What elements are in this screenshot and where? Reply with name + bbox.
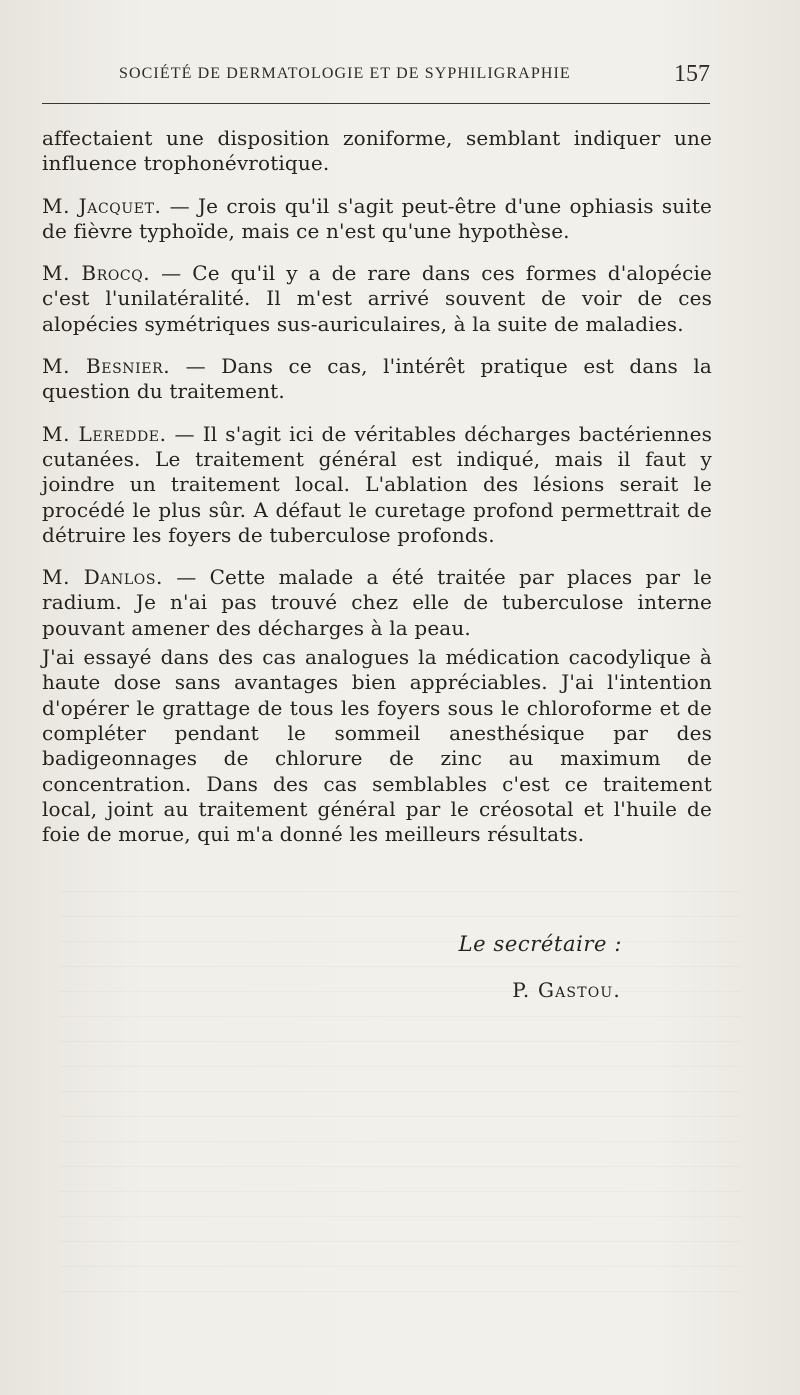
running-title: SOCIÉTÉ DE DERMATOLOGIE ET DE SYPHILIGRAPHIE [119,65,571,82]
signature-block [42,930,710,1020]
paragraph-jacquet [42,194,712,245]
page-number: 157 [674,61,710,87]
paragraph-continuation [42,126,712,177]
header-rule [42,103,710,104]
speaker-name: M. Danlos. [42,565,164,590]
speaker-name: M. Besnier. [42,354,171,379]
paragraph-danlos-continued [42,645,712,847]
signature-name: P. Gastou. [512,978,621,1002]
speaker-name: M. Jacquet. [42,193,162,218]
paragraph-text: — Dans ce cas, l'intérêt pratique est dans la question du traitement. [42,354,712,404]
body-text [42,126,713,1002]
paragraph-text: — Cette malade a été traitée par places par le radium. Je n'ai pas trouvé chez elle de tuberculose interne pouvant amener des décharges à la peau. [42,565,713,640]
paragraph-danlos [42,565,712,641]
paragraph-text: — Je crois qu'il s'agit peut-être d'une ophiasis suite de fièvre typhoïde, mais ce n'est qu'une hypothèse. [42,193,713,243]
paragraph-text: affectaient une disposition zoniforme, semblant indiquer une influence trophonévrotique. [42,126,712,176]
signature-label: Le secrétaire : [458,932,622,956]
paragraph-brocq [42,261,712,337]
paragraph-text: — Il s'agit ici de véritables décharges bactériennes cutanées. Le traitement général est indiqué, mais il faut y joindre un traitement local. L'ablation des lésions serait le procédé le plus sûr. A défaut le curetage profond permettrait de détruire les foyers de tuberculose profonds. [42,421,712,547]
paragraph-besnier [42,354,712,405]
speaker-name: M. Brocq. [42,261,151,286]
paragraph-leredde [42,422,712,548]
paragraph-text: — Ce qu'il y a de rare dans ces formes d'alopécie c'est l'unilatéralité. Il m'est arrivé souvent de voir de ces alopécies symétriques sus-auriculaires, à la suite de maladies. [42,261,712,336]
paragraph-text: J'ai essayé dans des cas analogues la médication cacodylique à haute dose sans avantages bien appréciables. J'ai l'intention d'opérer le grattage de tous les foyers sous le chloroforme et de compléter pendant le sommeil anesthésique par des badigeonnages de chlorure de zinc au maximum de concentration. Dans des cas semblables c'est ce traitement local, joint au traitement général par le créosotal et l'huile de foie de morue, qui m'a donné les meilleurs résultats. [42,645,712,847]
page-header [42,59,710,89]
speaker-name: M. Leredde. [42,421,167,446]
